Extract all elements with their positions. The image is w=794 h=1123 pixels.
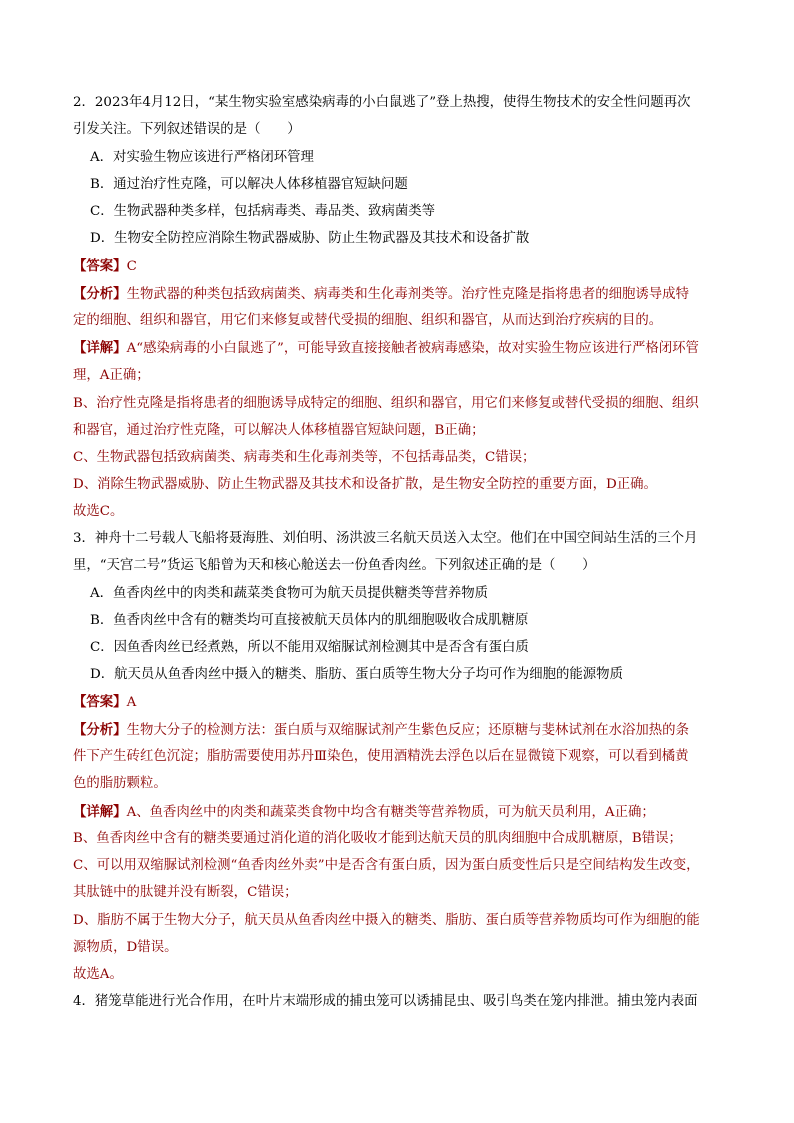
q3-detail-line2: B、鱼香肉丝中含有的糖类要通过消化道的消化吸收才能到达航天员的肌肉细胞中合成肌糖原，B错误；	[73, 831, 682, 846]
q2-analysis-line1: 生物武器的种类包括致病菌类、病毒类和生化毒剂类等。治疗性克隆是指将患者的细胞诱导成特	[126, 287, 689, 302]
q3-analysis-line3: 色的脂肪颗粒。	[73, 776, 167, 791]
q3-answer	[73, 693, 136, 712]
q2-option-d: D．生物安全防控应消除生物武器威胁、防止生物武器及其技术和设备扩散	[90, 231, 530, 246]
q3-option-c: C．因鱼香肉丝已经煮熟，所以不能用双缩脲试剂检测其中是否含有蛋白质	[90, 640, 529, 655]
q2-option-b: B．通过治疗性克隆，可以解决人体移植器官短缺问题	[90, 177, 408, 192]
q2-stem-line2: 引发关注。下列叙述错误的是（ ）	[73, 122, 301, 137]
q3-stem-line1: 3．神舟十二号载人飞船将聂海胜、刘伯明、汤洪波三名航天员送入太空。他们在中国空间站生活的三个月	[73, 531, 698, 546]
q3-conclusion: 故选A。	[73, 967, 123, 982]
q2-answer	[73, 257, 137, 276]
q3-analysis-line2: 件下产生砖红色沉淀；脂肪需要使用苏丹Ⅲ染色，使用酒精洗去浮色以后在显微镜下观察，可以看到橘黄	[73, 749, 689, 764]
q2-answer-tag: 【答案】	[73, 258, 127, 274]
q2-analysis	[73, 285, 689, 304]
q2-detail-line2: 理，A正确；	[73, 368, 150, 383]
q2-conclusion: 故选C。	[73, 504, 124, 519]
q2-detail-line4: 和器官，通过治疗性克隆，可以解决人体移植器官短缺问题，B正确；	[73, 423, 485, 438]
q2-answer-value: C	[126, 259, 137, 274]
q3-answer-value: A	[126, 695, 137, 710]
q2-analysis-line2: 定的细胞、组织和器官，用它们来修复或替代受损的细胞、组织和器官，从而达到治疗疾病的目的。	[73, 313, 663, 328]
q3-detail-tag: 【详解】	[73, 804, 127, 820]
q3-detail-line6: 源物质，D错误。	[73, 940, 178, 955]
q2-option-c: C．生物武器种类多样，包括病毒类、毒品类、致病菌类等	[90, 204, 436, 219]
q2-detail-line3: B、治疗性克隆是指将患者的细胞诱导成特定的细胞、组织和器官，用它们来修复或替代受损的细胞、组织	[73, 396, 699, 411]
q3-option-a: A．鱼香肉丝中的肉类和蔬菜类食物可为航天员提供糖类等营养物质	[90, 586, 488, 601]
q2-detail-line1: A“感染病毒的小白鼠逃了”，可能导致直接接触者被病毒感染，故对实验生物应该进行严格闭环管	[126, 341, 699, 356]
q2-detail	[73, 339, 699, 358]
q3-detail	[73, 803, 655, 822]
q2-stem-line1: 2．2023年4月12日，“某生物实验室感染病毒的小白鼠逃了”登上热搜，使得生物技术的安全性问题再次	[73, 95, 691, 110]
q3-option-d: D．航天员从鱼香肉丝中摄入的糖类、脂肪、蛋白质等生物大分子均可作为细胞的能源物质	[90, 667, 623, 682]
q3-detail-line4: 其肽链中的肽键并没有断裂，C错误；	[73, 885, 298, 900]
q3-detail-line5: D、脂肪不属于生物大分子，航天员从鱼香肉丝中摄入的糖类、脂肪、蛋白质等营养物质均可作为细胞的能	[73, 913, 700, 928]
q4-stem-line1: 4．猪笼草能进行光合作用，在叶片末端形成的捕虫笼可以诱捕昆虫、吸引鸟类在笼内排泄。捕虫笼内表面	[73, 994, 698, 1009]
q3-detail-line3: C、可以用双缩脲试剂检测“鱼香肉丝外卖”中是否含有蛋白质，因为蛋白质变性后只是空间结构发生改变，	[73, 858, 700, 873]
q2-detail-line6: D、消除生物武器威胁、防止生物武器及其技术和设备扩散，是生物安全防控的重要方面，D正确。	[73, 477, 657, 492]
q3-answer-tag: 【答案】	[73, 694, 127, 710]
q2-option-a: A．对实验生物应该进行严格闭环管理	[90, 150, 314, 165]
q3-stem-line2: 里，“天宫二号”货运飞船曾为天和核心舱送去一份鱼香肉丝。下列叙述正确的是（ ）	[73, 558, 596, 573]
q3-detail-line1: A、鱼香肉丝中的肉类和蔬菜类食物中均含有糖类等营养物质，可为航天员利用，A正确；	[126, 805, 655, 820]
q3-analysis-tag: 【分析】	[73, 722, 127, 738]
q2-detail-line5: C、生物武器包括致病菌类、病毒类和生化毒剂类等，不包括毒品类，C错误；	[73, 450, 536, 465]
q3-option-b: B．鱼香肉丝中含有的糖类均可直接被航天员体内的肌细胞吸收合成肌糖原	[90, 613, 529, 628]
q2-analysis-tag: 【分析】	[73, 286, 127, 302]
q3-analysis-line1: 生物大分子的检测方法：蛋白质与双缩脲试剂产生紫色反应；还原糖与斐林试剂在水浴加热的条	[126, 723, 689, 738]
q2-detail-tag: 【详解】	[73, 340, 127, 356]
q3-analysis	[73, 721, 689, 740]
